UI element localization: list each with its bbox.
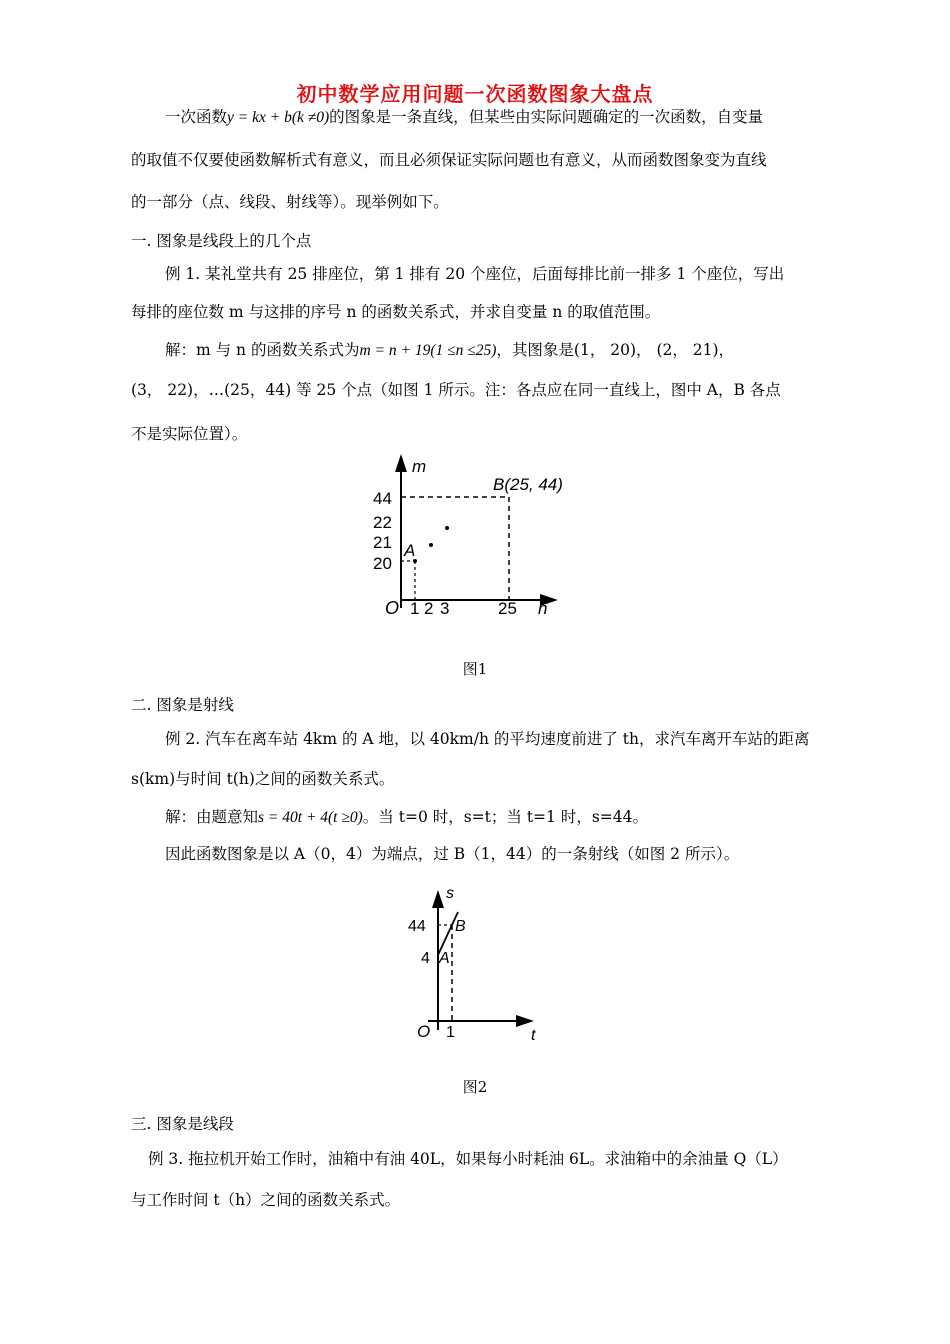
figure-1-caption: 图1 bbox=[462, 660, 488, 678]
y-axis-arrow bbox=[395, 454, 407, 472]
figure-2 bbox=[400, 880, 560, 1050]
solution-1-line-3: 不是实际位置）。 bbox=[131, 425, 248, 443]
y-axis-label: m bbox=[412, 457, 427, 476]
y-tick-label: 21 bbox=[373, 533, 392, 552]
y-tick-label: 22 bbox=[373, 513, 392, 532]
example-2-line-1: 例 2. 汽车在离车站 4km 的 A 地，以 40km/h 的平均速度前进了 th，求汽车离开车站的距离 bbox=[165, 730, 810, 748]
solution-text: 解：由题意知 bbox=[165, 808, 259, 826]
solution-2-line-1 bbox=[165, 807, 648, 828]
data-point bbox=[429, 543, 433, 547]
solution-2-line-2: 因此函数图象是以 A（0，4）为端点，过 B（1，44）的一条射线（如图 2 所示）。 bbox=[165, 845, 740, 863]
y-tick-label: 20 bbox=[373, 554, 392, 573]
figure-1 bbox=[360, 448, 580, 628]
x-tick-label: 1 bbox=[446, 1024, 455, 1041]
point-b-label: B(25, 44) bbox=[493, 475, 563, 494]
section-heading-3: 三. 图象是线段 bbox=[131, 1115, 234, 1133]
section-heading-1: 一. 图象是线段上的几个点 bbox=[131, 232, 312, 250]
solution-1-line-1 bbox=[165, 340, 734, 361]
solution-text: 解：m 与 n 的函数关系式为 bbox=[165, 341, 360, 359]
solution-formula: m = n + 19(1 ≤n ≤25) bbox=[359, 342, 497, 359]
section-heading-2: 二. 图象是射线 bbox=[131, 696, 234, 714]
example-1-line-2: 每排的座位数 m 与这排的序号 n 的函数关系式，并求自变量 n 的取值范围。 bbox=[131, 303, 661, 321]
example-1-line-1: 例 1. 某礼堂共有 25 排座位，第 1 排有 20 个座位，后面每排比前一排多 1 个座位，写出 bbox=[165, 265, 785, 283]
intro-text: 的图象是一条直线，但某些由实际问题确定的一次函数，自变量 bbox=[329, 108, 764, 126]
solution-formula: s = 40t + 4(t ≥0) bbox=[258, 809, 363, 826]
intro-line-2: 的取值不仅要使函数解析式有意义，而且必须保证实际问题也有意义，从而函数图象变为直线 bbox=[131, 151, 767, 169]
point-b-label: B bbox=[455, 918, 466, 935]
x-axis-label: t bbox=[531, 1027, 536, 1044]
y-axis-arrow bbox=[432, 890, 444, 908]
intro-text: 一次函数 bbox=[165, 108, 228, 126]
y-tick-label: 4 bbox=[421, 950, 430, 967]
example-3-line-2: 与工作时间 t（h）之间的函数关系式。 bbox=[131, 1191, 401, 1209]
solution-text: ，其图象是(1， 20)， (2， 21)， bbox=[496, 341, 735, 359]
solution-1-line-2: (3， 22)，…(25，44) 等 25 个点（如图 1 所示。注：各点应在同一直线上，图中 A，B 各点 bbox=[131, 381, 781, 399]
example-2-line-2: s(km)与时间 t(h)之间的函数关系式。 bbox=[131, 770, 395, 788]
x-tick-label: 2 bbox=[424, 599, 434, 618]
example-3-line-1: 例 3. 拖拉机开始工作时，油箱中有油 40L，如果每小时耗油 6L。求油箱中的余油量 Q（L） bbox=[148, 1150, 788, 1168]
x-tick-label: 3 bbox=[440, 599, 450, 618]
point-a-label: A bbox=[439, 950, 450, 967]
y-axis-label: s bbox=[446, 885, 454, 902]
intro-formula: y = kx + b(k ≠0) bbox=[227, 109, 330, 126]
y-tick-label: 44 bbox=[373, 489, 392, 508]
x-axis-label: n bbox=[538, 599, 548, 618]
intro-line-1 bbox=[165, 107, 763, 128]
data-point bbox=[445, 526, 449, 530]
x-tick-label: 25 bbox=[498, 599, 517, 618]
x-axis-arrow bbox=[516, 1015, 534, 1027]
point-a-label: A bbox=[404, 541, 416, 560]
document-title: 初中数学应用问题一次函数图象大盘点 bbox=[296, 82, 654, 106]
origin-label: O bbox=[417, 1022, 431, 1041]
figure-2-caption: 图2 bbox=[462, 1078, 488, 1096]
solution-text: 。当 t=0 时，s=t；当 t=1 时，s=44。 bbox=[362, 808, 648, 826]
y-tick-label: 44 bbox=[408, 918, 426, 935]
origin-label: O bbox=[385, 598, 400, 618]
x-tick-label: 1 bbox=[410, 599, 420, 618]
intro-line-3: 的一部分（点、线段、射线等）。现举例如下。 bbox=[131, 193, 449, 211]
